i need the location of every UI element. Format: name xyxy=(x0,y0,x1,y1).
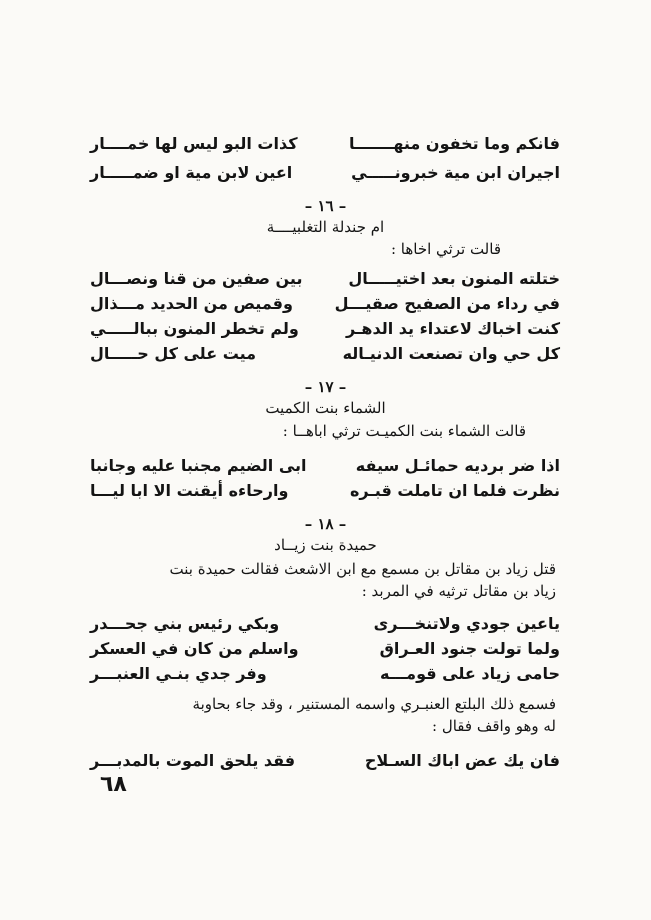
verse-hemistich-left: ميت على كل حـــــال xyxy=(90,344,257,363)
verse-line xyxy=(90,611,560,637)
verse-hemistich-right: ولما تولت جنود العـراق xyxy=(379,639,560,658)
verse-hemistich-left: كذات البو ليس لها خمــــار xyxy=(90,134,298,153)
verse-line xyxy=(90,453,560,479)
verse-hemistich-right: كنت اخباك لاعتداء يد الدهـر xyxy=(345,319,560,338)
verse-hemistich-right: كل حي وان تصنعت الدنيـاله xyxy=(342,344,560,363)
page-number: ٦٨ xyxy=(100,772,127,797)
verse-hemistich-right: نظرت فلما ان تاملت قبـره xyxy=(349,481,560,500)
prose-line: له وهو واقف فقال : xyxy=(432,717,556,735)
verse-line xyxy=(90,160,560,186)
prose-line: قتل زياد بن مقاتل بن مسمع مع ابن الاشعث فقالت حميدة بنت xyxy=(169,560,556,578)
verse-hemistich-left: واسلم من كان في العسكر xyxy=(90,639,299,658)
verse-hemistich-right: حامى زياد على قومـــه xyxy=(380,664,560,683)
section-title: الشماء بنت الكميت xyxy=(265,399,386,417)
verse-hemistich-right: اجيران ابن مية خبرونـــــي xyxy=(351,163,560,182)
verse-hemistich-left: ولم تخطر المنون ببالـــــي xyxy=(90,319,299,338)
verse-hemistich-left: وفر جدي بنـي العنبـــر xyxy=(90,664,267,683)
verse-hemistich-left: وقميص من الحديد مـــذال xyxy=(90,294,293,313)
verse-hemistich-right: فانكم وما تخفون منهـــــــا xyxy=(349,134,560,153)
section-number: – ١٨ – xyxy=(304,515,347,533)
verse-line xyxy=(90,266,560,292)
verse-line xyxy=(90,636,560,662)
verse-hemistich-left: اعين لابن مية او ضمـــــار xyxy=(90,163,293,182)
section-title: ام جندلة التغلبيــــة xyxy=(266,218,385,236)
verse-hemistich-left: ابى الضيم مجنبا عليه وجانبا xyxy=(90,456,307,475)
section-title: حميدة بنت زيــاد xyxy=(274,536,377,554)
verse-hemistich-left: وبكي رئيس بني جحـــدر xyxy=(90,614,280,633)
section-intro: قالت الشماء بنت الكميـت ترثي اباهــا : xyxy=(282,422,526,440)
verse-hemistich-left: بين صفين من قنا ونصـــال xyxy=(90,269,303,288)
verse-hemistich-right: اذا ضر برديه حمائـل سيفه xyxy=(355,456,560,475)
verse-hemistich-left: وارحاءه أيقنت الا ابا ليـــا xyxy=(90,481,289,500)
verse-hemistich-right: ياعين جودي ولاتنخـــرى xyxy=(373,614,560,633)
section-intro: قالت ترثي اخاها : xyxy=(390,240,501,258)
prose-line: زياد بن مقاتل ترثيه في المربد : xyxy=(361,582,556,600)
verse-line xyxy=(90,478,560,504)
prose-line: فسمع ذلك البلتع العنبـري واسمه المستنير ، وقد جاء بحاوبة xyxy=(192,695,556,713)
verse-line xyxy=(90,341,560,367)
verse-line xyxy=(90,661,560,687)
verse-line xyxy=(90,748,560,774)
verse-hemistich-right: ختلته المنون بعد اختيـــــال xyxy=(348,269,560,288)
verse-line xyxy=(90,291,560,317)
section-number: – ١٦ – xyxy=(304,197,347,215)
section-number: – ١٧ – xyxy=(304,378,347,396)
verse-hemistich-left: فقد يلحق الموت بالمدبـــر xyxy=(90,751,296,770)
verse-hemistich-right: فان يك عض اباك السـلاح xyxy=(364,751,560,770)
verse-line xyxy=(90,316,560,342)
verse-line xyxy=(90,131,560,157)
verse-hemistich-right: في رداء من الصفيح صقيـــل xyxy=(334,294,560,313)
